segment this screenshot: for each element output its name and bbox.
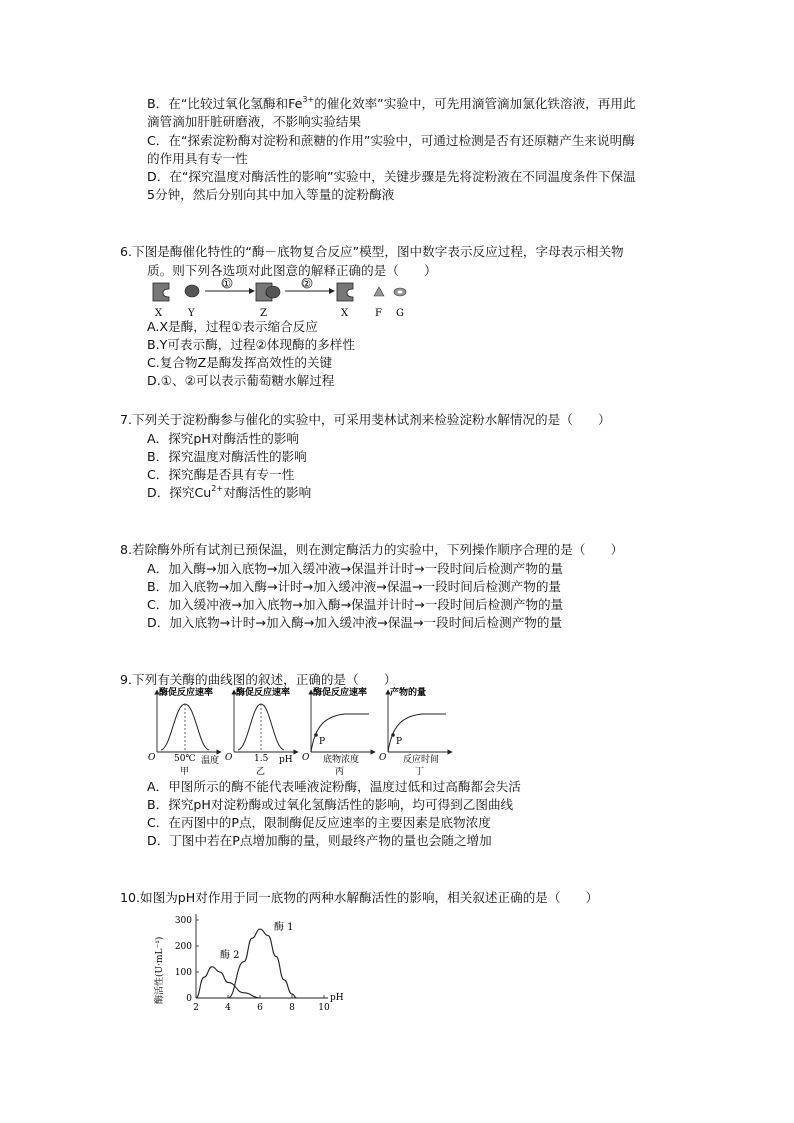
q6-stem-line2: 质。则下列各选项对此图意的解释正确的是（ ）	[147, 263, 437, 278]
series-label-enzyme-1: 酶 1	[274, 922, 294, 933]
bing-origin: O	[302, 753, 310, 763]
q9-option-a: A．甲图所示的酶不能代表唾液淀粉酶，温度过低和过高酶都会失活	[147, 779, 521, 794]
y-tick-labels	[175, 916, 199, 1004]
q7-option-b: B．探究温度对酶活性的影响	[147, 449, 307, 464]
panel-yi	[225, 686, 296, 777]
chart-series	[196, 929, 297, 998]
q6-option-c: C.复合物Z是酶发挥高效性的关键	[147, 355, 333, 370]
q5-option-c-line1: C．在“探索淀粉酶对淀粉和蔗糖的作用”实验中，可通过检测是否有还原糖产生来说明酶	[147, 133, 635, 148]
ding-point: P	[396, 737, 403, 747]
label-g: G	[396, 308, 404, 318]
q9-option-b: B．探究pH对淀粉酶或过氧化氢酶活性的影响，均可得到乙图曲线	[147, 797, 514, 812]
panel-jia	[148, 686, 219, 777]
q8-option-a: A．加入酶→加入底物→加入缓冲液→保温并计时→一段时间后检测产物的量	[147, 561, 564, 576]
q6-stem-line1: 6.下图是酶催化特性的“酶－底物复合反应”模型，图中数字表示反应过程，字母表示相关物	[120, 244, 624, 259]
panel-ding	[379, 686, 450, 777]
step-1-label: ①	[222, 279, 231, 290]
yi-name: 乙	[256, 767, 266, 777]
yi-ylabel: 酶促反应速率	[236, 688, 291, 698]
jia-xlabel: 温度	[201, 756, 220, 766]
q10-stem: 10.如图为pH对作用于同一底物的两种水解酶活性的影响，相关叙述正确的是（ ）	[120, 890, 599, 905]
bing-point: P	[319, 737, 326, 747]
chart-axes	[196, 914, 328, 998]
jia-tick: 50℃	[174, 754, 196, 764]
x-tick-label: 4	[225, 1003, 231, 1013]
product-f-shape	[374, 287, 384, 296]
label-x: X	[155, 308, 163, 318]
q6-option-a: A.X是酶，过程①表示缩合反应	[147, 319, 318, 334]
bing-xlabel: 底物浓度	[323, 755, 360, 765]
x-tick-label: 8	[289, 1003, 295, 1013]
q9-option-d: D．丁图中若在P点增加酶的量，则最终产物的量也会随之增加	[147, 833, 492, 848]
enzyme-x-shape	[153, 283, 169, 301]
x-tick-label: 10	[318, 1003, 330, 1013]
bing-name: 丙	[335, 767, 345, 777]
q9-option-c: C．在丙图中的P点，限制酶促反应速率的主要因素是底物浓度	[147, 815, 491, 830]
jia-ylabel: 酶促反应速率	[159, 688, 214, 698]
q5-option-d-line1: D．在“探究温度对酶活性的影响”实验中，关键步骤是先将淀粉液在不同温度条件下保温	[147, 169, 636, 184]
y-tick-label: 300	[174, 916, 192, 926]
q5-option-b-line1: B．在“比较过氧化氢酶和$Fe^{3+}$的催化效率”实验中，可先用滴管滴加氯化铁溶液，再用此	[147, 95, 636, 111]
series-line-enzyme-2	[196, 967, 260, 998]
label-y: Y	[188, 308, 195, 318]
q7-option-d: D．探究$Cu^{2+}$对酶活性的影响	[147, 484, 312, 500]
yi-xlabel: pH	[279, 755, 293, 765]
series-line-enzyme-1	[228, 929, 297, 998]
step-2-label: ②	[302, 279, 311, 290]
y-tick-label: 0	[186, 994, 192, 1004]
q5-option-d-line2: 5分钟，然后分别向其中加入等量的淀粉酶液	[147, 187, 395, 202]
label-f: F	[375, 308, 382, 318]
q7-stem: 7.下列关于淀粉酶参与催化的实验中，可采用斐林试剂来检验淀粉水解情况的是（ ）	[120, 412, 611, 427]
panel-bing	[302, 686, 373, 777]
substrate-y-shape	[185, 285, 199, 297]
x-tick-label: 2	[193, 1003, 199, 1013]
jia-origin: O	[148, 753, 156, 763]
ding-xlabel: 反应时间	[403, 755, 440, 765]
yi-origin: O	[225, 753, 233, 763]
q10-ph-activity-chart	[150, 912, 350, 1016]
x-tick-label: 6	[257, 1003, 263, 1013]
complex-z-shape	[256, 283, 280, 301]
enzyme-x-shape-2	[337, 283, 353, 301]
q5-option-b-line2: 滴管滴加肝脏研磨液，不影响实验结果	[147, 114, 362, 129]
bing-ylabel: 酶促反应速率	[313, 688, 368, 698]
yi-tick: 1.5	[254, 754, 269, 764]
y-tick-label: 100	[174, 968, 192, 978]
q6-option-b: B.Y可表示酶，过程②体现酶的多样性	[147, 337, 355, 352]
q9-curve-panels-figure	[145, 686, 455, 778]
q8-stem: 8.若除酶外所有试剂已预保温，则在测定酶活力的实验中，下列操作顺序合理的是（ ）	[120, 542, 624, 557]
enzyme-substrate-model-figure	[145, 278, 425, 318]
ding-ylabel: 产物的量	[390, 688, 427, 698]
chart-xlabel: pH	[330, 993, 344, 1003]
series-label-enzyme-2: 酶 2	[220, 950, 240, 961]
q8-option-c: C．加入缓冲液→加入底物→加入酶→保温并计时→一段时间后检测产物的量	[147, 597, 564, 612]
q5-option-c-line2: 的作用具有专一性	[147, 151, 248, 166]
ding-origin: O	[379, 753, 387, 763]
chart-ylabel: 酶活性(U·mL⁻¹)	[155, 936, 165, 1004]
q6-option-d: D.①、②可以表示葡萄糖水解过程	[147, 373, 335, 388]
label-x-2: X	[341, 308, 349, 318]
label-z: Z	[260, 308, 267, 318]
y-tick-label: 200	[174, 942, 192, 952]
q8-option-b: B．加入底物→加入酶→计时→加入缓冲液→保温→一段时间后检测产物的量	[147, 579, 562, 594]
ding-name: 丁	[415, 767, 425, 777]
q9-stem: 9.下列有关酶的曲线图的叙述，正确的是（ ）	[120, 672, 397, 687]
q7-option-a: A．探究pH对酶活性的影响	[147, 431, 300, 446]
q8-option-d: D．加入底物→计时→加入酶→加入缓冲液→保温→一段时间后检测产物的量	[147, 615, 563, 630]
jia-name: 甲	[180, 767, 190, 777]
q7-option-c: C．探究酶是否具有专一性	[147, 467, 295, 482]
